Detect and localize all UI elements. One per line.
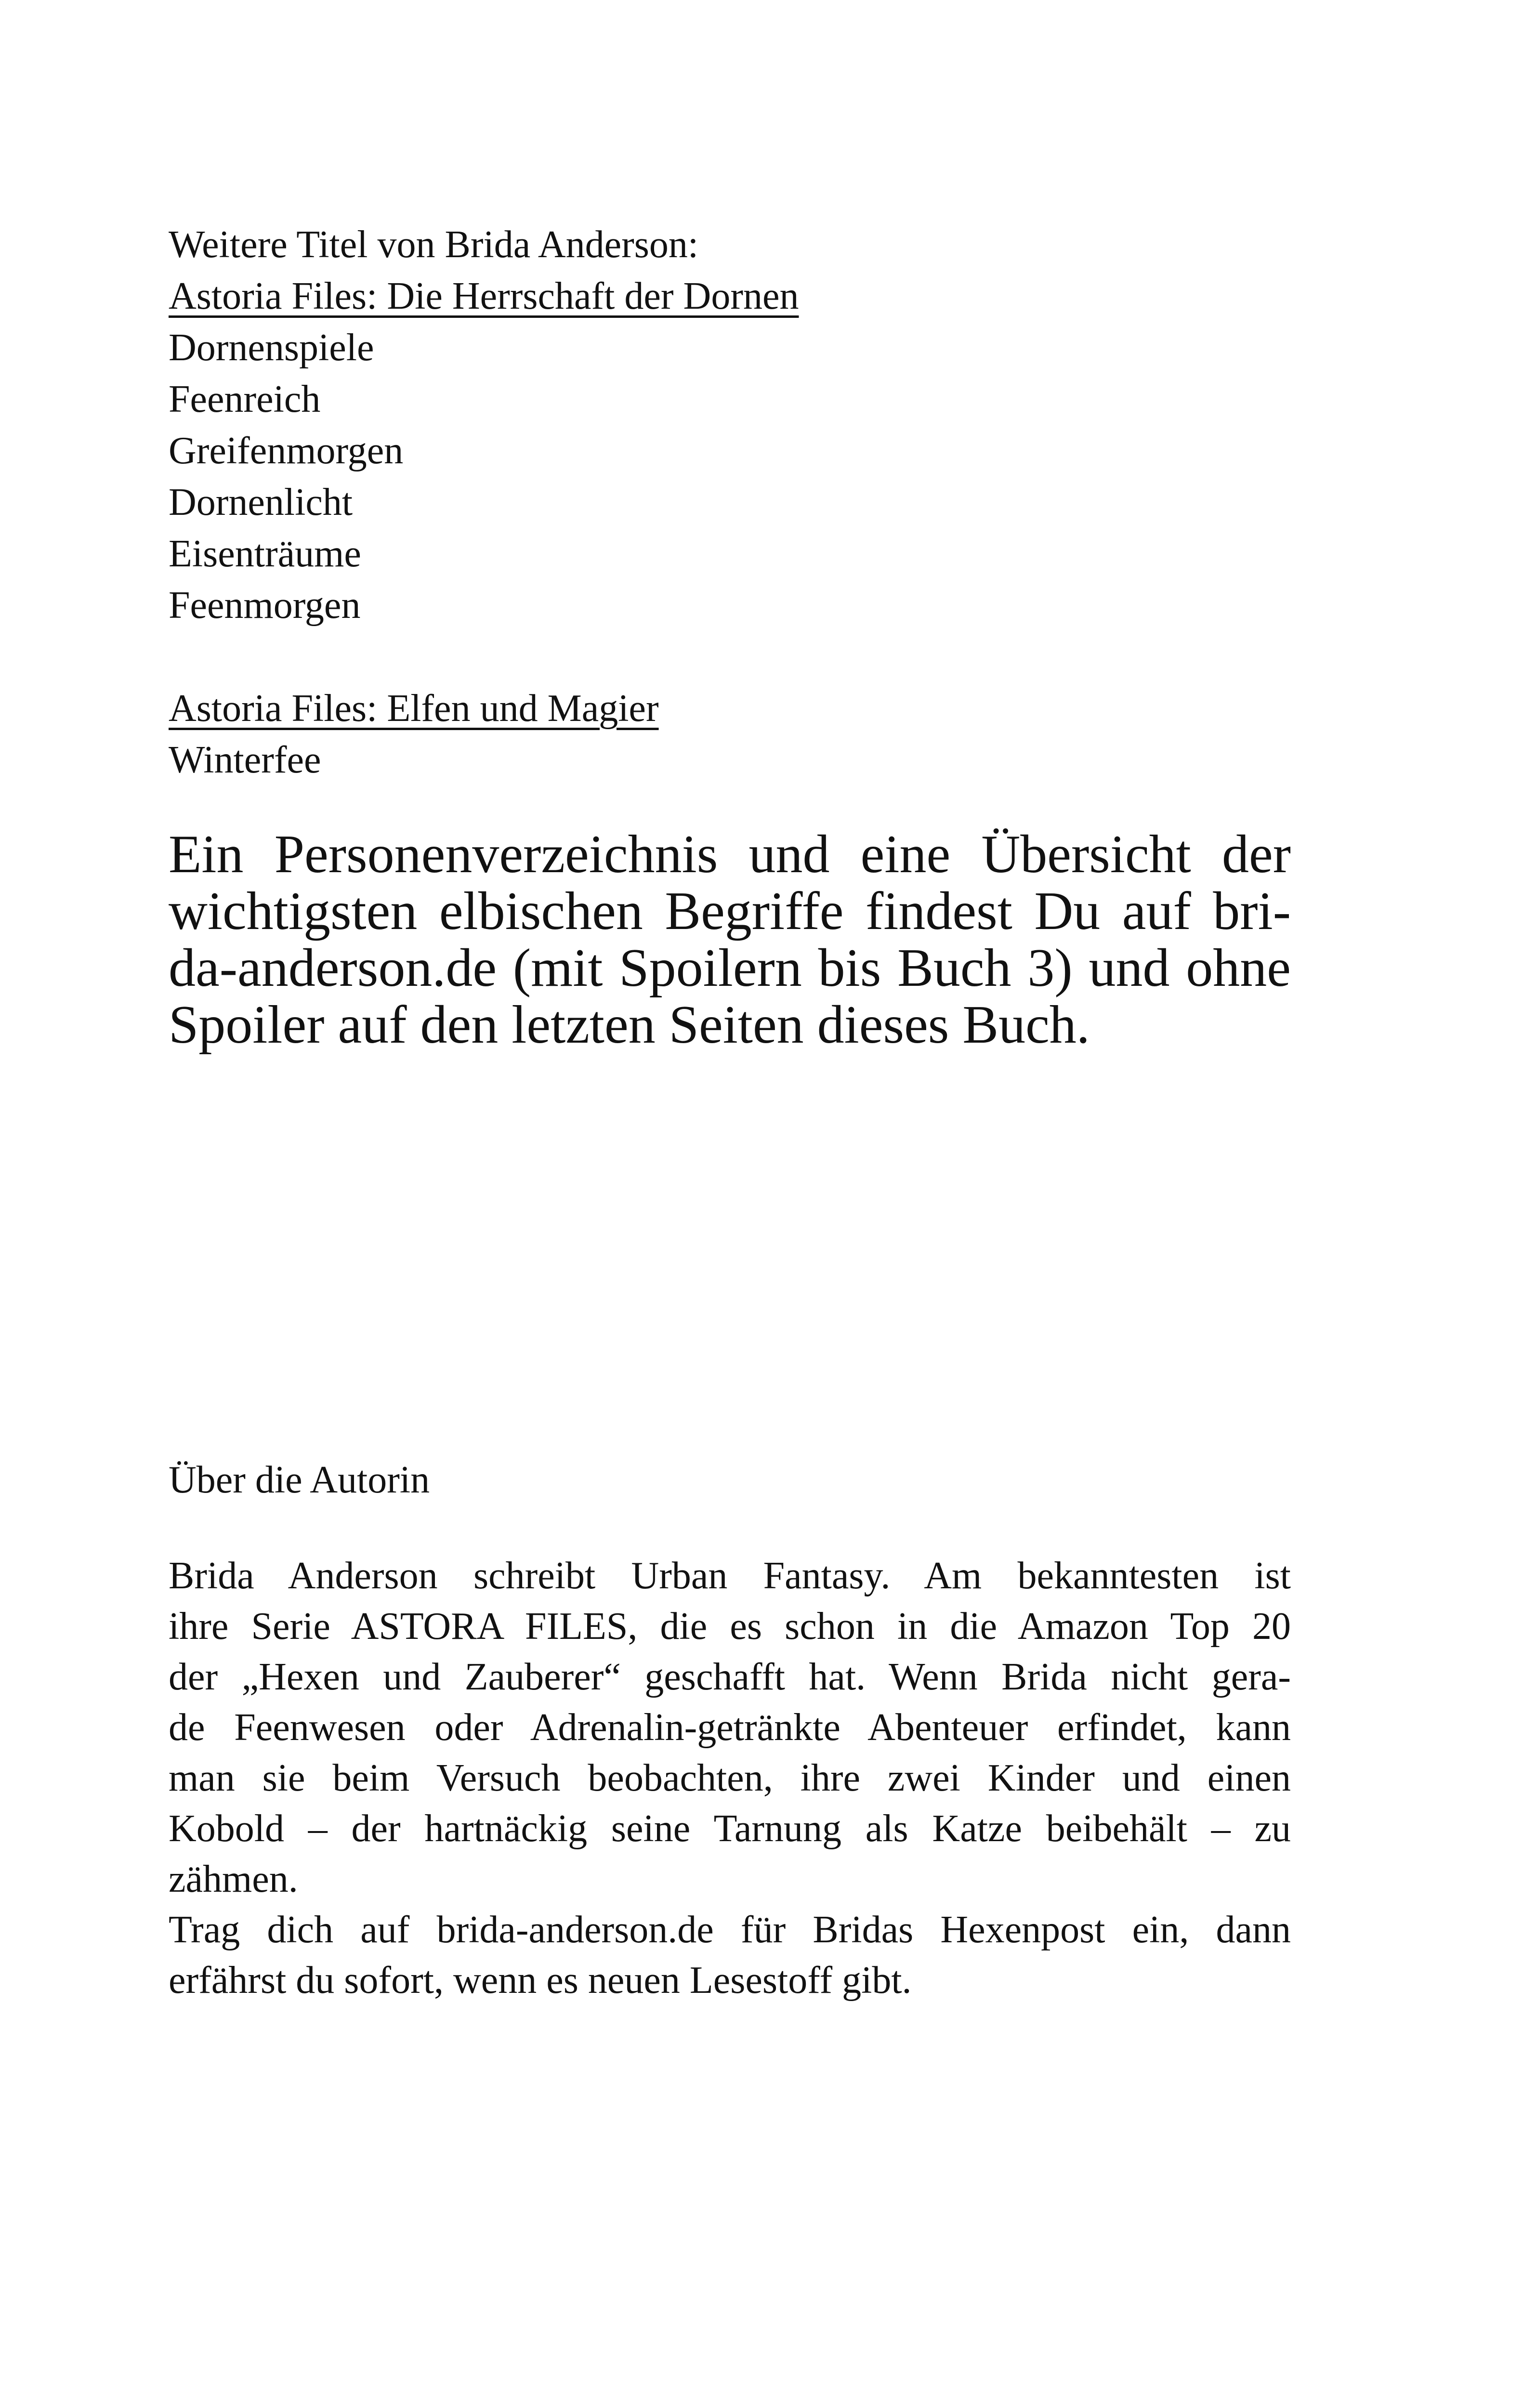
bio-line: Brida Anderson schreibt Urban Fantasy. Am bekanntesten ist (169, 1555, 1291, 1597)
bio-line: erfährst du sofort, wenn es neuen Lesestoff gibt. (169, 1959, 912, 2002)
book-title: Dornenlicht (169, 481, 353, 523)
book-title: Dornenspiele (169, 327, 374, 369)
book-title: Winterfee (169, 739, 321, 781)
bio-line: de Feenwesen oder Adrenalin-getränkte Abenteuer erfindet, kann (169, 1706, 1291, 1749)
book-title: Greifenmorgen (169, 430, 404, 472)
bio-line: zähmen. (169, 1858, 298, 1900)
about-author-heading: Über die Autorin (169, 1459, 430, 1501)
author-bio (169, 1551, 1291, 2006)
book-title: Feenmorgen (169, 584, 361, 627)
other-titles-section (169, 219, 1291, 631)
notice-line: Ein Personenverzeichnis und eine Übersicht der (169, 824, 1291, 884)
notice-line: wichtigsten elbischen Begriffe findest Du auf bri- (169, 881, 1291, 941)
series-elfen-und-magier-section (169, 683, 1291, 786)
glossary-notice (169, 826, 1291, 1053)
series-title-elfen-und-magier: Astoria Files: Elfen und Magier (169, 687, 659, 730)
bio-line: der „Hexen und Zauberer“ geschafft hat. Wenn Brida nicht gera- (169, 1656, 1291, 1698)
notice-line: da-anderson.de (mit Spoilern bis Buch 3) und ohne (169, 938, 1291, 998)
bio-line: ihre Serie ASTORA FILES, die es schon in die Amazon Top 20 (169, 1605, 1291, 1648)
book-title: Eisenträume (169, 533, 361, 575)
series-title-herrschaft-der-dornen: Astoria Files: Die Herrschaft der Dornen (169, 275, 799, 317)
notice-line: Spoiler auf den letzten Seiten dieses Buch. (169, 995, 1090, 1055)
other-titles-heading: Weitere Titel von Brida Anderson: (169, 223, 699, 266)
bio-line: Trag dich auf brida-anderson.de für Bridas Hexenpost ein, dann (169, 1909, 1291, 1951)
book-title: Feenreich (169, 378, 321, 420)
bio-line: Kobold – der hartnäckig seine Tarnung als Katze beibehält – zu (169, 1807, 1291, 1850)
bio-line: man sie beim Versuch beobachten, ihre zwei Kinder und einen (169, 1757, 1291, 1799)
